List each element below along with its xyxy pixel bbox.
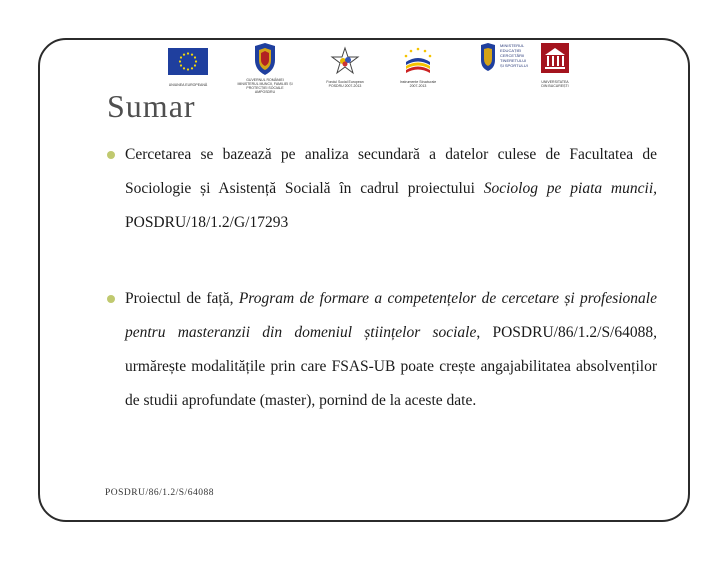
bullet2-text-b: , POSDRU/86/1.2/S/64088	[476, 324, 654, 341]
eu-caption: UNIUNEA EUROPEANĂ	[168, 83, 208, 87]
bullet-text-2	[125, 282, 657, 418]
bullet2-italic-2: ,	[653, 324, 657, 341]
fse-star-icon	[328, 46, 362, 81]
eu-flag-icon	[168, 48, 208, 80]
page-title: Sumar	[107, 88, 196, 124]
logo-strip	[160, 40, 580, 96]
bullet-dot-icon	[107, 295, 115, 303]
bullet2-text-c: urmărește modalitățile prin care FSAS-UB poate crește angajabilitatea absolvenților de studii aprofundate (master), pornind de la aceste date.	[125, 358, 657, 409]
bullet2-italic: Program de formare a competențelor de cercetare și profesionale pentru masteranzii din domeniul științelor sociale	[125, 290, 657, 341]
fse-caption: Fondul Social European POSDRU 2007-2013	[326, 80, 364, 88]
bullet1-text-b: POSDRU/18/1.2/G/17293	[125, 214, 289, 231]
ub-caption: UNIVERSITATEA DIN BUCUREȘTI	[541, 80, 569, 88]
bullet1-text-a: Cercetarea se bazează pe analiza secundară a datelor culese de Facultatea de Sociologie și Asistență Socială în cadrul proiectului	[125, 146, 657, 197]
bullet-text-1	[125, 138, 657, 240]
university-bucharest-icon	[540, 42, 570, 79]
bullet1-italic: Sociolog pe piata muncii,	[483, 180, 657, 197]
bullet2-text-a: Proiectul de față,	[125, 290, 239, 307]
instrumente-structurale-icon	[400, 46, 436, 81]
ministry-education-icon	[478, 42, 498, 77]
ministry-caption: MINISTERUL EDUCAȚIEI CERCETĂRII TINERETULUI ȘI SPORTULUI	[500, 43, 528, 68]
bullet-dot-icon	[107, 151, 115, 159]
gov-caption: GUVERNUL ROMÂNIEI MINISTERUL MUNCII, FAMILIEI ȘI PROTECȚIEI SOCIALE AMPOSDRU	[237, 78, 293, 94]
romanian-coat-of-arms-icon	[252, 42, 278, 81]
bullet-item-2	[107, 282, 657, 418]
footer-project-code: POSDRU/86/1.2/S/64088	[105, 488, 214, 498]
is-caption: Instrumente Structurale 2007-2013	[399, 80, 437, 88]
bullet-item-1	[107, 138, 657, 240]
